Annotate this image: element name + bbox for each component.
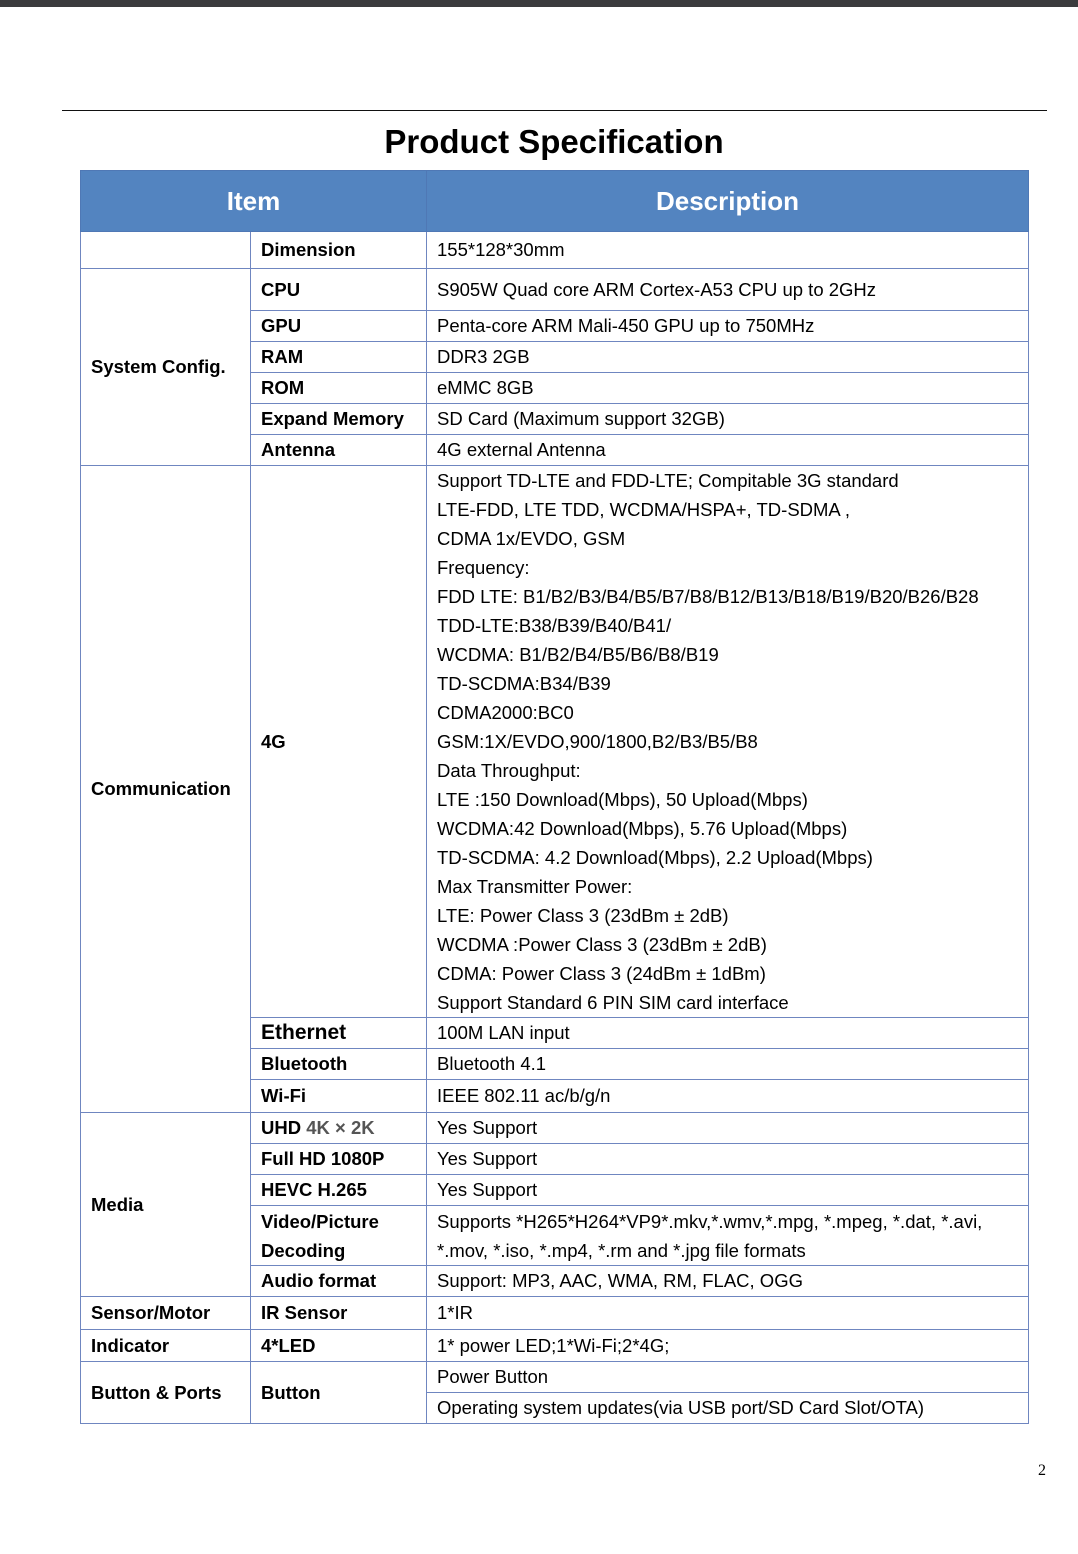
desc-video-decoding (427, 1206, 1029, 1266)
desc-4g-line: CDMA 1x/EVDO, GSM (437, 528, 626, 549)
table-row (81, 466, 1029, 1018)
desc-4g-line: Max Transmitter Power: (437, 876, 633, 897)
desc-4g-line: TD-SCDMA: 4.2 Download(Mbps), 2.2 Upload(Mbps) (437, 847, 873, 868)
desc-ethernet: 100M LAN input (427, 1018, 1029, 1049)
desc-led: 1* power LED;1*Wi-Fi;2*4G; (427, 1330, 1029, 1362)
sub-wifi: Wi-Fi (251, 1080, 427, 1113)
page-number: 2 (1038, 1462, 1046, 1479)
sub-antenna: Antenna (251, 435, 427, 466)
desc-uhd: Yes Support (427, 1113, 1029, 1144)
desc-4g-line: Data Throughput: (437, 760, 581, 781)
desc-4g-line: LTE :150 Download(Mbps), 50 Upload(Mbps) (437, 789, 808, 810)
sub-led: 4*LED (251, 1330, 427, 1362)
table-row (81, 1297, 1029, 1330)
category-communication: Communication (81, 466, 251, 1113)
desc-antenna: 4G external Antenna (427, 435, 1029, 466)
table-row (81, 1330, 1029, 1362)
desc-4g-line: LTE-FDD, LTE TDD, WCDMA/HSPA+, TD-SDMA , (437, 499, 851, 520)
desc-video-line: *.mov, *.iso, *.mp4, *.rm and *.jpg file formats (437, 1239, 806, 1261)
sub-uhd (251, 1113, 427, 1144)
table-row (81, 1362, 1029, 1393)
desc-4g-line: WCDMA: B1/B2/B4/B5/B6/B8/B19 (437, 644, 719, 665)
desc-os-updates: Operating system updates(via USB port/SD Card Slot/OTA) (427, 1393, 1029, 1424)
sub-expand-memory: Expand Memory (251, 404, 427, 435)
desc-audio-format: Support: MP3, AAC, WMA, RM, FLAC, OGG (427, 1266, 1029, 1297)
desc-4g-line: CDMA2000:BC0 (437, 702, 574, 723)
sub-video-line: Video/Picture (261, 1210, 379, 1232)
desc-power-button: Power Button (427, 1362, 1029, 1393)
header-description: Description (427, 171, 1029, 232)
category-system-config: System Config. (81, 269, 251, 466)
spec-table (80, 170, 1029, 1424)
desc-4g-line: Frequency: (437, 557, 530, 578)
desc-ir-sensor: 1*IR (427, 1297, 1029, 1330)
desc-4g (427, 466, 1029, 1018)
category-empty (81, 232, 251, 269)
page-title: Product Specification (384, 123, 724, 160)
sub-dimension: Dimension (251, 232, 427, 269)
desc-4g-line: Support Standard 6 PIN SIM card interface (437, 992, 789, 1013)
category-sensor-motor: Sensor/Motor (81, 1297, 251, 1330)
desc-full-hd: Yes Support (427, 1144, 1029, 1175)
table-row (81, 1113, 1029, 1144)
desc-4g-line: Support TD-LTE and FDD-LTE; Compitable 3G standard (437, 470, 899, 491)
sub-uhd-prefix: UHD (261, 1117, 307, 1138)
sub-video-line: Decoding (261, 1239, 346, 1261)
desc-dimension: 155*128*30mm (427, 232, 1029, 269)
desc-4g-line: GSM:1X/EVDO,900/1800,B2/B3/B5/B8 (437, 731, 758, 752)
desc-ram: DDR3 2GB (427, 342, 1029, 373)
sub-ram: RAM (251, 342, 427, 373)
category-media: Media (81, 1113, 251, 1297)
desc-video-line: Supports *H265*H264*VP9*.mkv,*.wmv,*.mpg, *.mpeg, *.dat, *.avi, (437, 1210, 983, 1232)
sub-gpu: GPU (251, 311, 427, 342)
sub-audio-format: Audio format (251, 1266, 427, 1297)
table-row (81, 232, 1029, 269)
top-bar (0, 0, 1078, 7)
sub-video-decoding (251, 1206, 427, 1266)
sub-ethernet: Ethernet (251, 1018, 427, 1049)
desc-4g-line: TDD-LTE:B38/B39/B40/B41/ (437, 615, 672, 636)
sub-button: Button (251, 1362, 427, 1424)
table-header-row (81, 171, 1029, 232)
desc-4g-line: WCDMA:42 Download(Mbps), 5.76 Upload(Mbps) (437, 818, 848, 839)
desc-gpu: Penta-core ARM Mali-450 GPU up to 750MHz (427, 311, 1029, 342)
header-item: Item (81, 171, 427, 232)
desc-4g-line: TD-SCDMA:B34/B39 (437, 673, 611, 694)
sub-4g: 4G (251, 466, 427, 1018)
desc-wifi: IEEE 802.11 ac/b/g/n (427, 1080, 1029, 1113)
desc-hevc: Yes Support (427, 1175, 1029, 1206)
desc-rom: eMMC 8GB (427, 373, 1029, 404)
desc-bluetooth: Bluetooth 4.1 (427, 1049, 1029, 1080)
desc-4g-line: LTE: Power Class 3 (23dBm ± 2dB) (437, 905, 729, 926)
sub-full-hd: Full HD 1080P (251, 1144, 427, 1175)
sub-hevc: HEVC H.265 (251, 1175, 427, 1206)
desc-4g-line: FDD LTE: B1/B2/B3/B4/B5/B7/B8/B12/B13/B18/B19/B20/B26/B28 (437, 586, 979, 607)
sub-rom: ROM (251, 373, 427, 404)
sub-bluetooth: Bluetooth (251, 1049, 427, 1080)
desc-cpu: S905W Quad core ARM Cortex-A53 CPU up to 2GHz (427, 269, 1029, 311)
category-indicator: Indicator (81, 1330, 251, 1362)
category-button-ports: Button & Ports (81, 1362, 251, 1424)
sub-cpu: CPU (251, 269, 427, 311)
sub-uhd-resolution: 4K × 2K (306, 1117, 375, 1138)
desc-4g-line: CDMA: Power Class 3 (24dBm ± 1dBm) (437, 963, 766, 984)
table-row (81, 269, 1029, 311)
desc-4g-line: WCDMA :Power Class 3 (23dBm ± 2dB) (437, 934, 767, 955)
header-rule (62, 110, 1047, 111)
sub-ir-sensor: IR Sensor (251, 1297, 427, 1330)
desc-expand-memory: SD Card (Maximum support 32GB) (427, 404, 1029, 435)
